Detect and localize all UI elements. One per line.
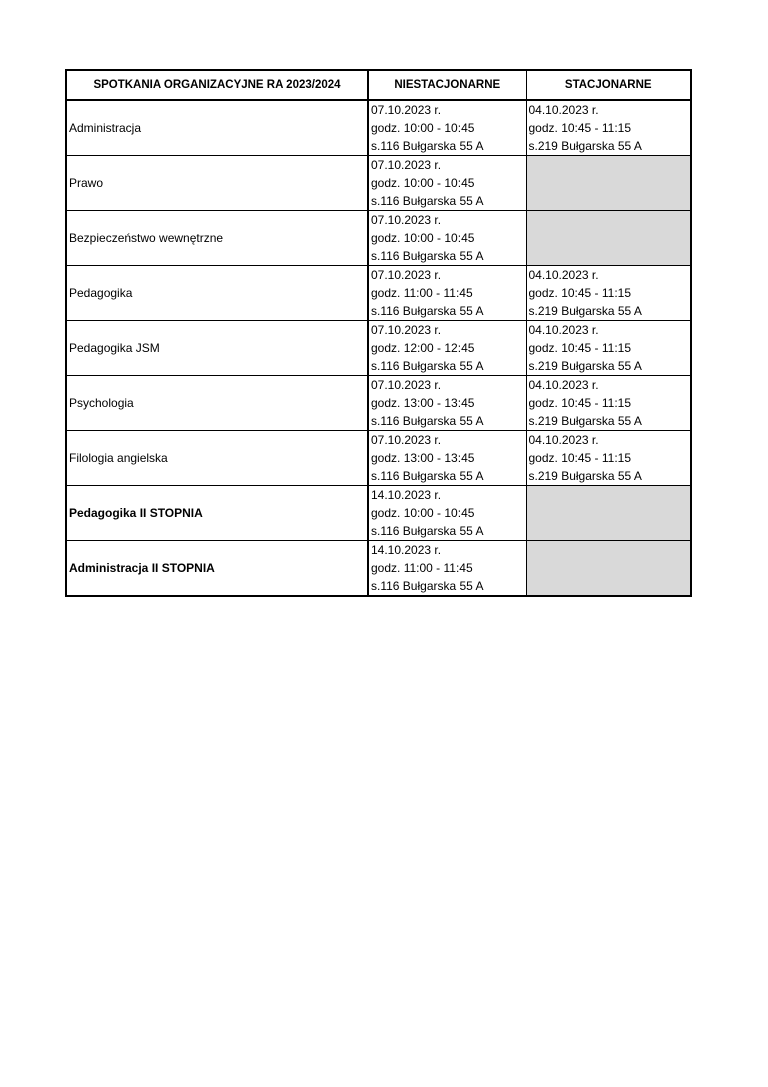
slot-time: godz. 10:45 - 11:15 — [528, 341, 632, 355]
part-time-slot — [368, 376, 526, 431]
slot-time: godz. 10:00 - 10:45 — [371, 231, 475, 245]
part-time-slot — [368, 541, 526, 597]
slot-date: 07.10.2023 r. — [371, 268, 442, 282]
header-part-time: NIESTACJONARNE — [368, 70, 526, 100]
slot-time: godz. 10:45 - 11:15 — [528, 396, 632, 410]
part-time-slot — [368, 156, 526, 211]
table-header-row — [66, 70, 691, 100]
table-row — [66, 100, 691, 156]
table-row — [66, 541, 691, 597]
slot-time: godz. 10:45 - 11:15 — [528, 286, 632, 300]
slot-date: 07.10.2023 r. — [371, 323, 442, 337]
slot-date: 04.10.2023 r. — [528, 323, 599, 337]
slot-time: godz. 12:00 - 12:45 — [371, 341, 475, 355]
table-row — [66, 376, 691, 431]
slot-date: 04.10.2023 r. — [528, 433, 599, 447]
slot-room: s.219 Bułgarska 55 A — [528, 139, 642, 153]
slot-date: 04.10.2023 r. — [528, 378, 599, 392]
slot-date: 07.10.2023 r. — [371, 378, 442, 392]
slot-room: s.219 Bułgarska 55 A — [528, 359, 642, 373]
slot-room: s.219 Bułgarska 55 A — [528, 469, 642, 483]
slot-date: 07.10.2023 r. — [371, 433, 442, 447]
table-row — [66, 156, 691, 211]
full-time-slot — [526, 321, 691, 376]
part-time-slot — [368, 321, 526, 376]
full-time-slot — [526, 266, 691, 321]
slot-room: s.116 Bułgarska 55 A — [371, 524, 484, 538]
slot-time: godz. 11:00 - 11:45 — [371, 286, 473, 300]
table-row — [66, 321, 691, 376]
slot-time: godz. 11:00 - 11:45 — [371, 561, 473, 575]
slot-date: 04.10.2023 r. — [528, 268, 599, 282]
slot-room: s.219 Bułgarska 55 A — [528, 304, 642, 318]
full-time-empty-cell — [526, 156, 691, 211]
part-time-slot — [368, 211, 526, 266]
slot-room: s.116 Bułgarska 55 A — [371, 304, 484, 318]
slot-date: 04.10.2023 r. — [528, 103, 599, 117]
slot-time: godz. 13:00 - 13:45 — [371, 396, 475, 410]
program-name: Pedagogika JSM — [66, 321, 368, 376]
program-name: Psychologia — [66, 376, 368, 431]
slot-time: godz. 10:45 - 11:15 — [528, 121, 632, 135]
slot-room: s.116 Bułgarska 55 A — [371, 359, 484, 373]
full-time-empty-cell — [526, 211, 691, 266]
slot-time: godz. 10:00 - 10:45 — [371, 176, 475, 190]
full-time-empty-cell — [526, 486, 691, 541]
table-row — [66, 486, 691, 541]
program-name: Prawo — [66, 156, 368, 211]
slot-room: s.116 Bułgarska 55 A — [371, 194, 484, 208]
full-time-slot — [526, 376, 691, 431]
slot-time: godz. 10:00 - 10:45 — [371, 121, 475, 135]
slot-date: 07.10.2023 r. — [371, 103, 442, 117]
slot-room: s.116 Bułgarska 55 A — [371, 414, 484, 428]
program-name: Administracja — [66, 100, 368, 156]
slot-room: s.219 Bułgarska 55 A — [528, 414, 642, 428]
slot-room: s.116 Bułgarska 55 A — [371, 139, 484, 153]
slot-room: s.116 Bułgarska 55 A — [371, 249, 484, 263]
full-time-empty-cell — [526, 541, 691, 597]
slot-room: s.116 Bułgarska 55 A — [371, 579, 484, 593]
slot-date: 07.10.2023 r. — [371, 158, 442, 172]
program-name: Pedagogika II STOPNIA — [66, 486, 368, 541]
table-row — [66, 431, 691, 486]
slot-date: 07.10.2023 r. — [371, 213, 442, 227]
slot-time: godz. 10:45 - 11:15 — [528, 451, 632, 465]
table-row — [66, 266, 691, 321]
table-row — [66, 211, 691, 266]
slot-date: 14.10.2023 r. — [371, 488, 442, 502]
header-program: SPOTKANIA ORGANIZACYJNE RA 2023/2024 — [66, 70, 368, 100]
program-name: Filologia angielska — [66, 431, 368, 486]
full-time-slot — [526, 431, 691, 486]
slot-date: 14.10.2023 r. — [371, 543, 442, 557]
part-time-slot — [368, 100, 526, 156]
meetings-schedule-table — [65, 69, 692, 597]
part-time-slot — [368, 486, 526, 541]
slot-time: godz. 13:00 - 13:45 — [371, 451, 475, 465]
slot-time: godz. 10:00 - 10:45 — [371, 506, 475, 520]
program-name: Bezpieczeństwo wewnętrzne — [66, 211, 368, 266]
part-time-slot — [368, 266, 526, 321]
part-time-slot — [368, 431, 526, 486]
full-time-slot — [526, 100, 691, 156]
slot-room: s.116 Bułgarska 55 A — [371, 469, 484, 483]
header-full-time: STACJONARNE — [526, 70, 691, 100]
program-name: Pedagogika — [66, 266, 368, 321]
program-name: Administracja II STOPNIA — [66, 541, 368, 597]
table-body — [66, 100, 691, 596]
